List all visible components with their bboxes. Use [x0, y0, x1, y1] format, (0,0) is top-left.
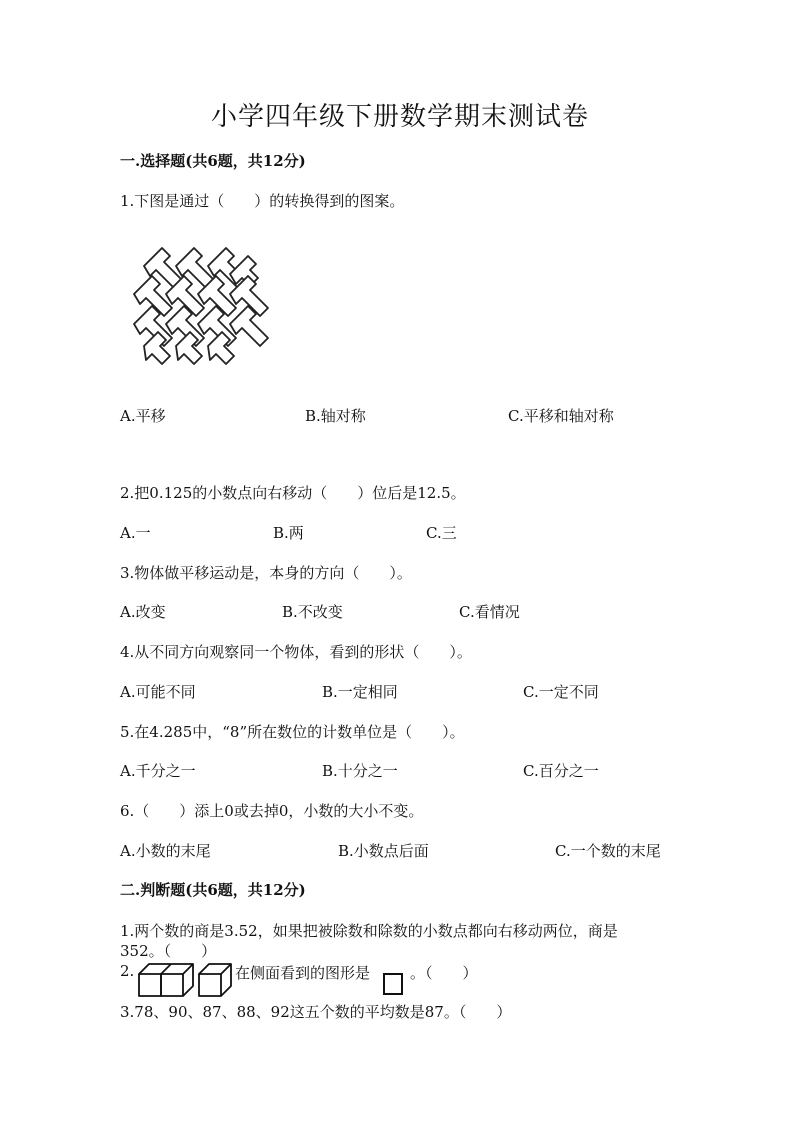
q4-text: 4.从不同方向观察同一个物体，看到的形状（ ）。: [120, 643, 472, 661]
q2-text: 2.把0.125的小数点向右移动（ ）位后是12.5。: [120, 484, 466, 502]
judge-q2-middle: 在侧面看到的图形是: [235, 964, 371, 982]
q1-option-a[interactable]: A.平移: [120, 407, 166, 425]
q3-text: 3.物体做平移运动是，本身的方向（ ）。: [120, 564, 412, 582]
q2-option-b[interactable]: B.两: [273, 524, 304, 542]
q5-text: 5.在4.285中，“8”所在数位的计数单位是（ ）。: [120, 723, 465, 741]
q2-option-c[interactable]: C.三: [426, 524, 457, 542]
q6-option-a[interactable]: A.小数的末尾: [120, 842, 211, 860]
q6-text: 6.（ ）添上0或去掉0，小数的大小不变。: [120, 802, 424, 820]
q1-option-c[interactable]: C.平移和轴对称: [508, 407, 614, 425]
q4-option-a[interactable]: A.可能不同: [120, 683, 196, 701]
judge-q1-line2: 352。（ ）: [120, 942, 217, 960]
q3-option-b[interactable]: B.不改变: [282, 603, 343, 621]
judge-q3-text: 3.78、90、87、88、92这五个数的平均数是87。（ ）: [120, 1003, 512, 1021]
q6-option-c[interactable]: C.一个数的末尾: [555, 842, 661, 860]
q1-text: 1.下图是通过（ ）的转换得到的图案。: [120, 192, 405, 210]
q3-option-c[interactable]: C.看情况: [459, 603, 520, 621]
section2-heading: 二.判断题(共6题，共12分): [120, 881, 306, 899]
q6-option-b[interactable]: B.小数点后面: [338, 842, 429, 860]
square-view-figure: [382, 972, 404, 996]
q1-option-b[interactable]: B.轴对称: [305, 407, 366, 425]
q5-option-c[interactable]: C.百分之一: [523, 762, 599, 780]
judge-q2-prefix: 2.: [120, 962, 135, 980]
section1-heading: 一.选择题(共6题，共12分): [120, 152, 306, 170]
q4-option-b[interactable]: B.一定相同: [322, 683, 398, 701]
judge-q2-suffix: 。（ ）: [410, 964, 478, 982]
page-title: 小学四年级下册数学期末测试卷: [210, 102, 589, 132]
q5-option-b[interactable]: B.十分之一: [322, 762, 398, 780]
q5-option-a[interactable]: A.千分之一: [120, 762, 196, 780]
tessellation-pattern-figure: [120, 240, 270, 365]
q4-option-c[interactable]: C.一定不同: [523, 683, 599, 701]
judge-q1-line1: 1.两个数的商是3.52，如果把被除数和除数的小数点都向右移动两位，商是: [120, 922, 618, 940]
cubes-figure: [137, 962, 233, 998]
q3-option-a[interactable]: A.改变: [120, 603, 166, 621]
q2-option-a[interactable]: A.一: [120, 524, 151, 542]
